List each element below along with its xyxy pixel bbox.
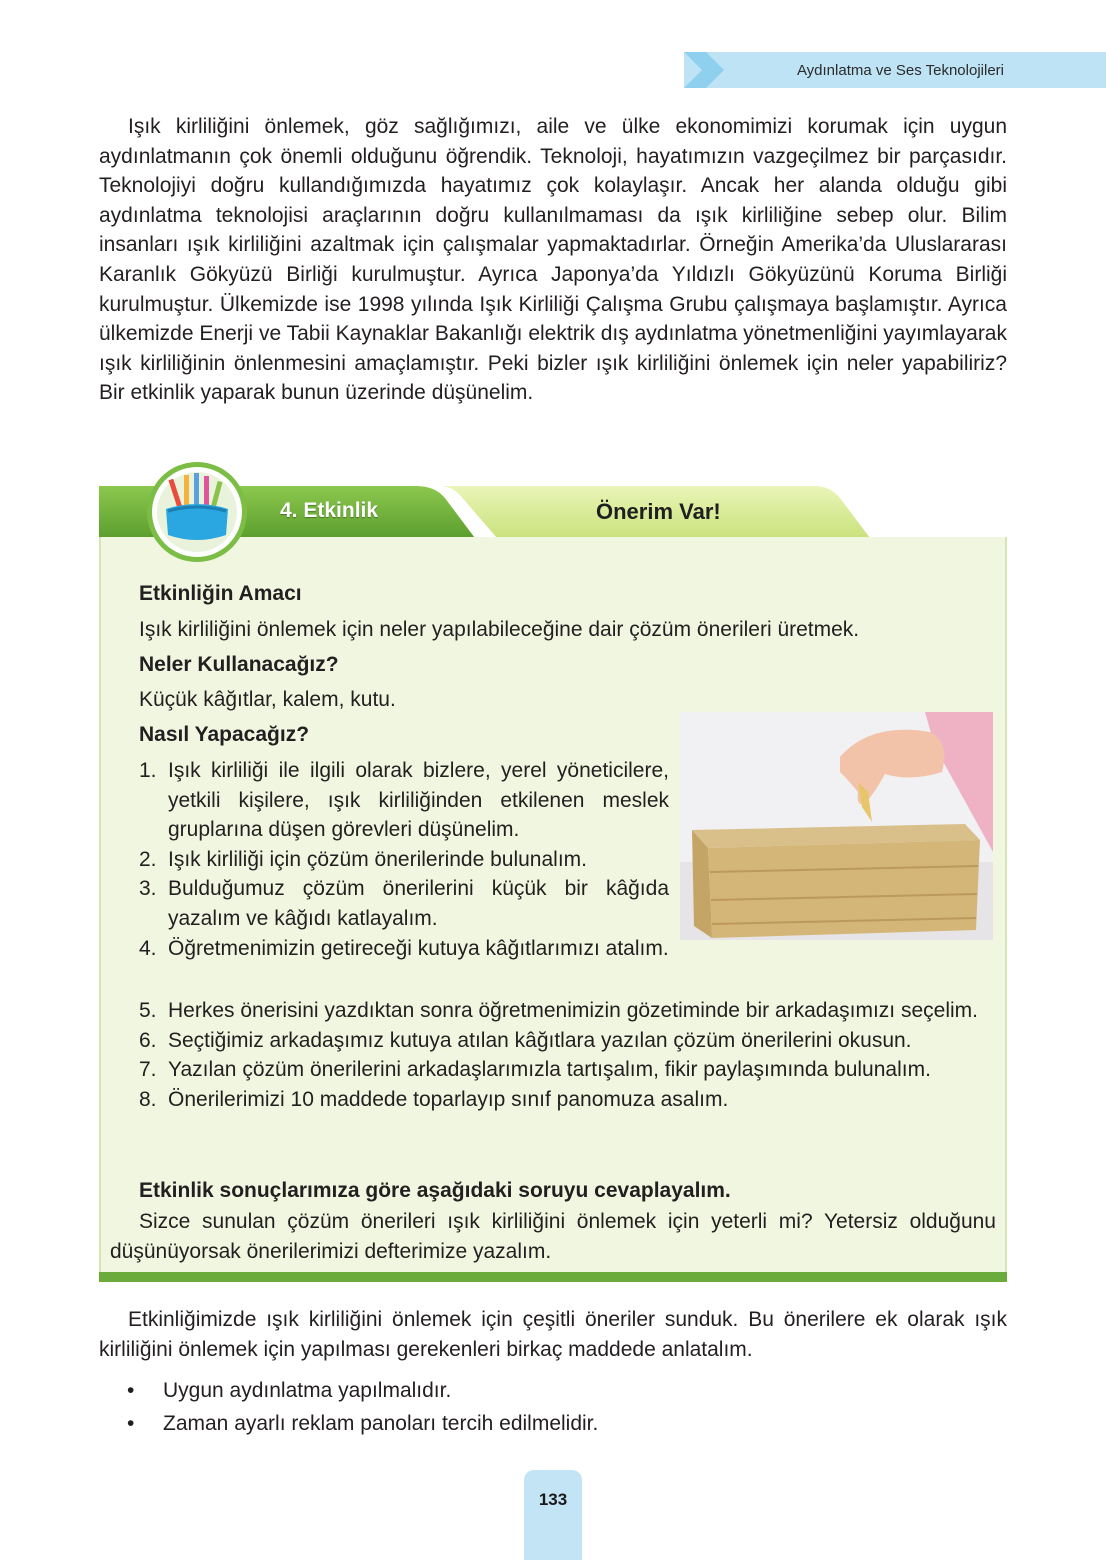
list-item: 3. Bulduğumuz çözüm önerilerini küçük bir kâğıda yazalım ve kâğıdı katlayalım.	[139, 877, 669, 930]
activity-title: Önerim Var!	[596, 499, 721, 524]
intro-paragraph: Işık kirliliğini önlemek, göz sağlığımızı, aile ve ülke ekonomimizi korumak için uygun aydınlatmanın çok önemli olduğunu öğrendik. Teknoloji, hayatımızın vazgeçilmez bir parçasıdır. Teknolojiyi doğru kullandığımızda hayatımız çok kolaylaşır. Ancak her alanda olduğu gibi aydınlatma teknolojisi araçlarının doğru kullanılmaması da ışık kirliliğine sebep olur. Bilim insanları ışık kirliliğini azaltmak için çalışmalar yapmaktadırlar. Örneğin Amerika’da Uluslararası Karanlık Gökyüzü Birliği kurulmuştur. Ayrıca Japonya’da Yıldızlı Gökyüzünü Koruma Birliği kurulmuştur. Ülkemizde ise 1998 yılında Işık Kirliliği Çalışma Grubu çalışmaya başlamıştır. Ayrıca ülkemizde Enerji ve Tabii Kaynaklar Bakanlığı elektrik dış aydınlatma yönetmenliğini yayımlayarak ışık kirliliğinin önlenmesini amaçlamıştır. Peki bizler ışık kirliliğini önlemek için neler yapabiliriz? Bir etkinlik yaparak bunun üzerinde düşünelim.	[99, 115, 1007, 405]
bullet-list	[127, 1374, 598, 1440]
list-item: 8. Önerilerimizi 10 maddede toparlayıp sınıf panomuza asalım.	[139, 1087, 729, 1111]
aim-text: Işık kirliliğini önlemek için neler yapılabileceğine dair çözüm önerileri üretmek.	[139, 618, 860, 641]
steps-list-a	[139, 756, 669, 963]
outro-paragraph: Etkinliğimizde ışık kirliliğini önlemek için çeşitli öneriler sunduk. Bu önerilere ek olarak ışık kirliliğini önlemek için yapılması gerekenleri birkaç maddede anlatalım.	[99, 1308, 1007, 1361]
header-chevron-icon	[684, 52, 728, 88]
chapter-title: Aydınlatma ve Ses Teknolojileri	[796, 62, 1004, 79]
list-item: 7. Yazılan çözüm önerilerini arkadaşlarımızla tartışalım, fikir paylaşımında bulunalım.	[139, 1058, 931, 1082]
list-item: 2. Işık kirliliği için çözüm önerilerinde bulunalım.	[139, 847, 587, 871]
list-item: 1. Işık kirliliği ile ilgili olarak bizlere, yerel yöneticilere, yetkili kişilere, ışık kirliliğinden etkilenen meslek gruplarına düşen görevleri düşünelim.	[139, 759, 669, 842]
how-heading: Nasıl Yapacağız?	[139, 723, 310, 746]
activity-number: 4. Etkinlik	[280, 499, 379, 522]
activity-bottom-bar	[99, 1272, 1007, 1282]
materials-heading: Neler Kullanacağız?	[139, 653, 339, 676]
list-item: 6. Seçtiğimiz arkadaşımız kutuya atılan kâğıtlara yazılan çözüm önerilerini okusun.	[139, 1028, 912, 1052]
box-photo	[680, 712, 993, 940]
list-item: 5. Herkes önerisini yazdıktan sonra öğretmenimizin gözetiminde bir arkadaşımızı seçelim.	[139, 999, 978, 1022]
question-text: Sizce sunulan çözüm önerileri ışık kirliliğini önlemek için yeterli mi? Yetersiz olduğunu düşünüyorsak önerilerimizi defterimize yazalım.	[110, 1210, 996, 1263]
aim-heading: Etkinliğin Amacı	[139, 582, 302, 605]
list-item: • Zaman ayarlı reklam panoları tercih edilmelidir.	[127, 1412, 599, 1435]
steps-list-b	[139, 996, 995, 1114]
materials-text: Küçük kâğıtlar, kalem, kutu.	[139, 688, 396, 711]
result-heading: Etkinlik sonuçlarımıza göre aşağıdaki soruyu cevaplayalım.	[139, 1179, 731, 1202]
list-item: • Uygun aydınlatma yapılmalıdır.	[127, 1379, 452, 1402]
page-number: 133	[538, 1490, 568, 1509]
page-number-tab	[524, 1470, 582, 1560]
list-item: 4. Öğretmenimizin getireceği kutuya kâğıtlarımızı atalım.	[139, 936, 669, 960]
pencil-case-icon	[146, 461, 248, 563]
